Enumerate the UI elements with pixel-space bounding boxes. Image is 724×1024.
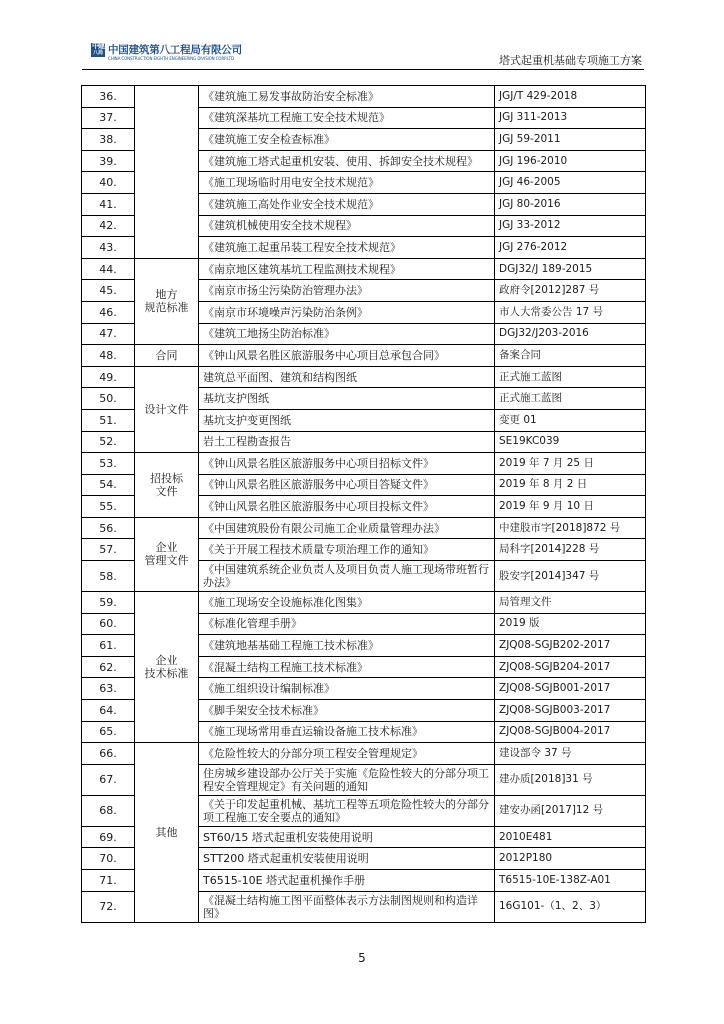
- row-number: 62.: [82, 656, 135, 678]
- standard-code: 2010E481: [495, 826, 646, 848]
- standard-name: 《钟山风景名胜区旅游服务中心项目答疑文件》: [199, 474, 495, 496]
- row-number: 72.: [82, 891, 135, 922]
- standard-code: 局管理文件: [495, 592, 646, 614]
- header-rule: [82, 69, 644, 70]
- standard-code: JGJ 80-2016: [495, 193, 646, 215]
- standard-code: 2012P180: [495, 848, 646, 870]
- logo-mark-top: 中建: [92, 42, 104, 50]
- table-row: [82, 743, 646, 765]
- standard-code: 市人大常委公告 17 号: [495, 301, 646, 323]
- row-number: 37.: [82, 107, 135, 129]
- standard-code: JGJ 46-2005: [495, 172, 646, 194]
- company-name-cn: 中国建筑第八工程局有限公司: [108, 44, 242, 56]
- row-number: 48.: [82, 345, 135, 367]
- standard-name: 《钟山风景名胜区旅游服务中心项目投标文件》: [199, 496, 495, 518]
- category-label: 企业: [155, 654, 178, 668]
- category-cell: [135, 592, 199, 743]
- row-number: 38.: [82, 129, 135, 151]
- standard-code: 政府令[2012]287 号: [495, 280, 646, 302]
- row-number: 39.: [82, 150, 135, 172]
- standard-name: 《南京地区建筑基坑工程监测技术规程》: [199, 258, 495, 280]
- standard-code: 2019 年 7 月 25 日: [495, 453, 646, 475]
- standard-code: 2019 年 9 月 10 日: [495, 496, 646, 518]
- standard-code: 建设部令 37 号: [495, 743, 646, 765]
- standard-code: 局科字[2014]228 号: [495, 539, 646, 561]
- row-number: 41.: [82, 193, 135, 215]
- row-number: 42.: [82, 215, 135, 237]
- standard-name: 《钟山风景名胜区旅游服务中心项目总承包合同》: [199, 345, 495, 367]
- row-number: 40.: [82, 172, 135, 194]
- standard-code: 建安办函[2017]12 号: [495, 795, 646, 826]
- row-number: 52.: [82, 431, 135, 453]
- standard-name: 《建筑施工塔式起重机安装、使用、拆卸安全技术规程》: [199, 150, 495, 172]
- standard-name: 《标准化管理手册》: [199, 613, 495, 635]
- page-header: [82, 38, 644, 68]
- row-number: 61.: [82, 635, 135, 657]
- row-number: 59.: [82, 592, 135, 614]
- category-label: 地方: [155, 288, 178, 302]
- standard-code: JGJ 59-2011: [495, 129, 646, 151]
- standard-name: 基坑支护图纸: [199, 388, 495, 410]
- standard-name: 《建筑施工安全检查标准》: [199, 129, 495, 151]
- standard-name: ST60/15 塔式起重机安装使用说明: [199, 826, 495, 848]
- standard-name: 《南京市环境噪声污染防治条例》: [199, 301, 495, 323]
- category-label: 其他: [155, 825, 178, 839]
- category-label: 规范标准: [144, 301, 189, 315]
- row-number: 53.: [82, 453, 135, 475]
- standard-name: 《中国建筑股份有限公司施工企业质量管理办法》: [199, 517, 495, 539]
- row-number: 45.: [82, 280, 135, 302]
- category-cell: [135, 258, 199, 344]
- standard-name: 《混凝土结构工程施工技术标准》: [199, 656, 495, 678]
- standard-code: 中建股市字[2018]872 号: [495, 517, 646, 539]
- standard-code: T6515-10E-138Z-A01: [495, 870, 646, 892]
- category-label: 设计文件: [144, 402, 189, 416]
- row-number: 70.: [82, 848, 135, 870]
- standard-name: 《建筑工地扬尘防治标准》: [199, 323, 495, 345]
- standard-code: ZJQ08-SGJB001-2017: [495, 678, 646, 700]
- standard-code: 正式施工蓝图: [495, 366, 646, 388]
- standard-code: ZJQ08-SGJB202-2017: [495, 635, 646, 657]
- category-label: 企业: [155, 541, 178, 555]
- document-title: 塔式起重机基础专项施工方案: [499, 54, 642, 67]
- row-number: 51.: [82, 409, 135, 431]
- standard-code: 股安字[2014]347 号: [495, 561, 646, 592]
- table-row: [82, 86, 646, 108]
- row-number: 71.: [82, 870, 135, 892]
- standard-name: 建筑总平面图、建筑和结构图纸: [199, 366, 495, 388]
- standard-code: JGJ 196-2010: [495, 150, 646, 172]
- category-label: 合同: [155, 348, 178, 362]
- table-row: [82, 592, 646, 614]
- standard-name: 《脚手架安全技术标准》: [199, 700, 495, 722]
- table-row: [82, 453, 646, 475]
- row-number: 46.: [82, 301, 135, 323]
- reference-table: [81, 85, 646, 923]
- standard-name: 住房城乡建设部办公厅关于实施《危险性较大的分部分项工程安全管理规定》有关问题的通知: [199, 764, 495, 795]
- standard-code: JGJ 33-2012: [495, 215, 646, 237]
- standard-name: 基坑支护变更图纸: [199, 409, 495, 431]
- row-number: 57.: [82, 539, 135, 561]
- company-name-en: CHINA CONSTRUCTION EIGHTH ENGINEERING DIVISION CORP.LTD: [108, 56, 234, 61]
- standard-name: 《建筑深基坑工程施工安全技术规范》: [199, 107, 495, 129]
- category-cell: [135, 517, 199, 591]
- row-number: 64.: [82, 700, 135, 722]
- standard-code: 变更 01: [495, 409, 646, 431]
- standard-name: 《施工现场常用垂直运输设备施工技术标准》: [199, 721, 495, 743]
- page-number: 5: [358, 951, 366, 965]
- logo-mark-bottom: 八局: [92, 50, 103, 56]
- standard-code: ZJQ08-SGJB003-2017: [495, 700, 646, 722]
- standard-name: 《建筑地基基础工程施工技术标准》: [199, 635, 495, 657]
- category-cell: [135, 345, 199, 367]
- standard-name: 《建筑施工易发事故防治安全标准》: [199, 86, 495, 108]
- standard-name: 岩土工程勘查报告: [199, 431, 495, 453]
- standard-name: 《中国建筑系统企业负责人及项目负责人施工现场带班暂行办法》: [199, 561, 495, 592]
- company-logo: [91, 43, 105, 57]
- category-label: 文件: [155, 484, 178, 498]
- row-number: 66.: [82, 743, 135, 765]
- standard-name: 《建筑机械使用安全技术规程》: [199, 215, 495, 237]
- category-label: 管理文件: [144, 554, 189, 568]
- category-label: 招投标: [150, 471, 183, 485]
- standard-name: STT200 塔式起重机安装使用说明: [199, 848, 495, 870]
- standard-code: 建办质[2018]31 号: [495, 764, 646, 795]
- standard-code: 2019 年 8 月 2 日: [495, 474, 646, 496]
- standard-name: T6515-10E 塔式起重机操作手册: [199, 870, 495, 892]
- row-number: 50.: [82, 388, 135, 410]
- category-cell: [135, 743, 199, 922]
- standard-name: 《南京市扬尘污染防治管理办法》: [199, 280, 495, 302]
- standard-code: DGJ32/J 189-2015: [495, 258, 646, 280]
- row-number: 65.: [82, 721, 135, 743]
- row-number: 60.: [82, 613, 135, 635]
- category-label: 技术标准: [144, 667, 189, 681]
- row-number: 44.: [82, 258, 135, 280]
- row-number: 68.: [82, 795, 135, 826]
- row-number: 49.: [82, 366, 135, 388]
- standard-name: 《施工组织设计编制标准》: [199, 678, 495, 700]
- table-row: [82, 366, 646, 388]
- row-number: 63.: [82, 678, 135, 700]
- table-row: [82, 517, 646, 539]
- row-number: 55.: [82, 496, 135, 518]
- standard-code: 正式施工蓝图: [495, 388, 646, 410]
- standard-name: 《关于印发起重机械、基坑工程等五项危险性较大的分部分项工程施工安全要点的通知》: [199, 795, 495, 826]
- row-number: 43.: [82, 237, 135, 259]
- standard-name: 《施工现场临时用电安全技术规范》: [199, 172, 495, 194]
- standard-name: 《建筑施工高处作业安全技术规范》: [199, 193, 495, 215]
- standard-name: 《关于开展工程技术质量专项治理工作的通知》: [199, 539, 495, 561]
- standard-name: 《钟山风景名胜区旅游服务中心项目招标文件》: [199, 453, 495, 475]
- standard-code: 备案合同: [495, 345, 646, 367]
- table-row: [82, 258, 646, 280]
- standard-name: 《施工现场安全设施标准化图集》: [199, 592, 495, 614]
- standard-code: 16G101-（1、2、3）: [495, 891, 646, 922]
- row-number: 56.: [82, 517, 135, 539]
- standard-code: JGJ 311-2013: [495, 107, 646, 129]
- standard-name: 《混凝土结构施工图平面整体表示方法制图规则和构造详图》: [199, 891, 495, 922]
- standard-name: 《危险性较大的分部分项工程安全管理规定》: [199, 743, 495, 765]
- row-number: 54.: [82, 474, 135, 496]
- row-number: 47.: [82, 323, 135, 345]
- row-number: 36.: [82, 86, 135, 108]
- standard-code: DGJ32/J203-2016: [495, 323, 646, 345]
- standard-code: ZJQ08-SGJB204-2017: [495, 656, 646, 678]
- standard-code: SE19KC039: [495, 431, 646, 453]
- row-number: 58.: [82, 561, 135, 592]
- category-cell: [135, 366, 199, 452]
- row-number: 69.: [82, 826, 135, 848]
- standard-name: 《建筑施工起重吊装工程安全技术规范》: [199, 237, 495, 259]
- standard-code: 2019 版: [495, 613, 646, 635]
- category-cell: [135, 453, 199, 518]
- standard-code: ZJQ08-SGJB004-2017: [495, 721, 646, 743]
- standard-code: JGJ 276-2012: [495, 237, 646, 259]
- category-cell-national: [135, 86, 199, 259]
- row-number: 67.: [82, 764, 135, 795]
- table-row: [82, 345, 646, 367]
- standard-code: JGJ/T 429-2018: [495, 86, 646, 108]
